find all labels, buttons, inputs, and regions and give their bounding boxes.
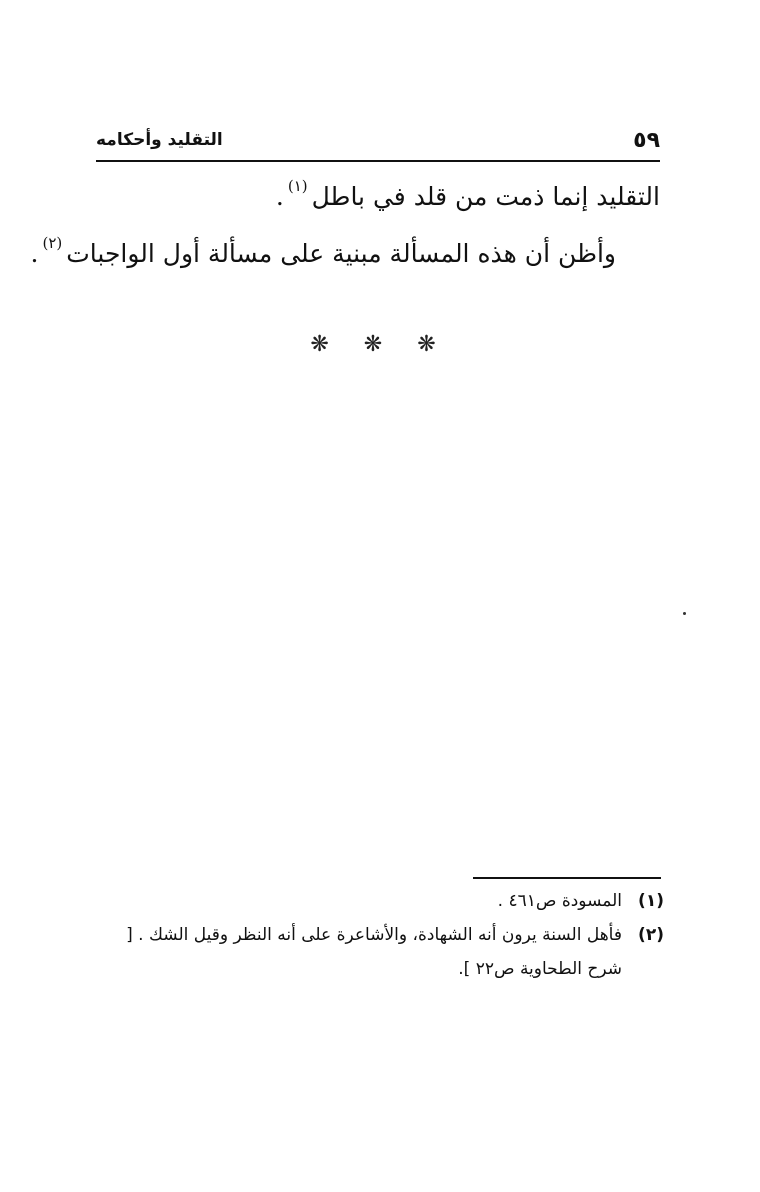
paragraph-1: [96, 170, 660, 227]
header-rule: [96, 160, 660, 162]
section-separator: ❋ ❋ ❋: [310, 332, 450, 357]
paragraph-2-end: .: [30, 239, 39, 268]
running-title: التقليد وأحكامه: [96, 130, 223, 150]
footnote-ref-1: (١): [287, 177, 308, 195]
footnote-number: (١): [638, 891, 664, 911]
footnote-text: فأهل السنة يرون أنه الشهادة، والأشاعرة على أنه النظر وقيل الشك . [ شرح الطحاوية ص٢٢ ].: [126, 925, 622, 979]
scan-speck: [683, 612, 686, 615]
main-text: [30, 170, 660, 284]
paragraph-1-end: .: [275, 182, 284, 211]
paragraph-2: [30, 227, 660, 284]
footnote-ref-2: (٢): [42, 234, 63, 252]
footnote-2: [96, 918, 664, 986]
footnote-1: [96, 884, 664, 918]
page-number: ٥٩: [633, 128, 660, 153]
footnote-text: المسودة ص٤٦١ .: [497, 891, 622, 911]
running-header: [96, 128, 660, 158]
paragraph-1-text: التقليد إنما ذمت من قلد في باطل: [311, 182, 660, 211]
footnotes: [96, 884, 664, 986]
footnote-rule: [473, 877, 661, 879]
paragraph-2-text: وأظن أن هذه المسألة مبنية على مسألة أول الواجبات: [66, 239, 616, 268]
footnote-number: (٢): [638, 925, 664, 945]
